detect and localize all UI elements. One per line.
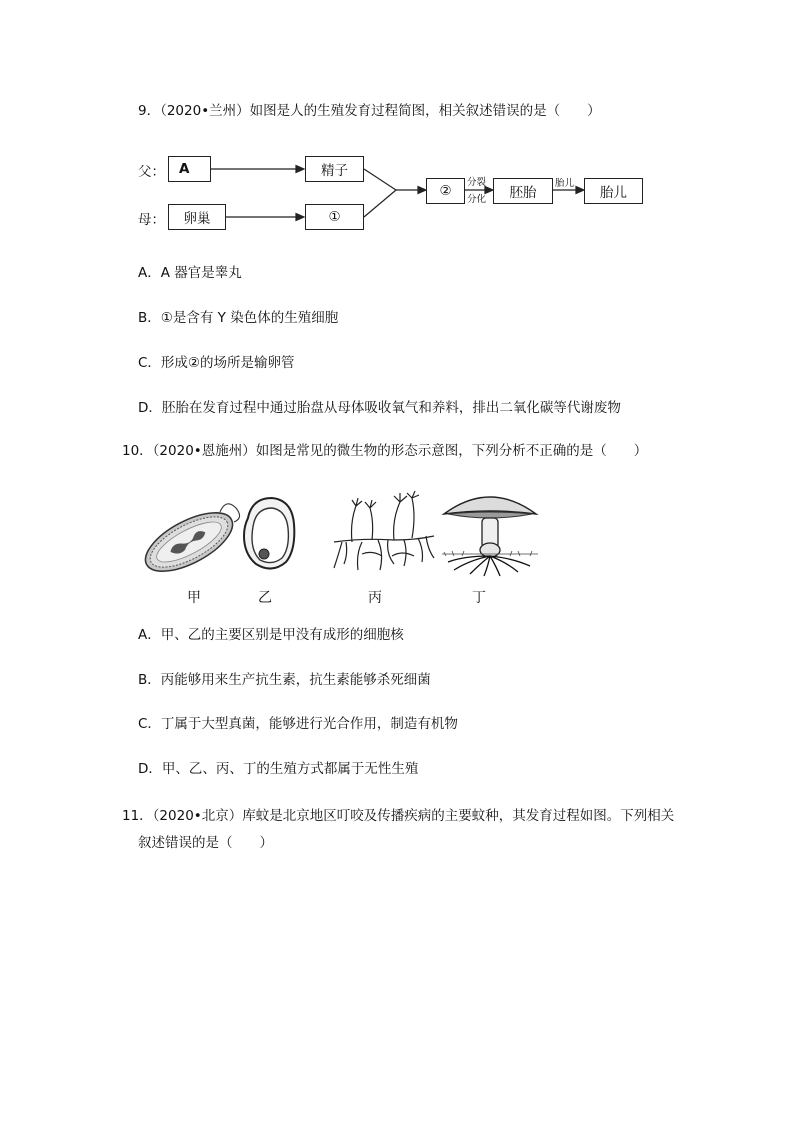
q11-stem-line1: 11．（2020•北京）库蚊是北京地区叮咬及传播疾病的主要蚊种，其发育过程如图。下列相关 — [122, 808, 675, 824]
q9-option-a: A．A 器官是睾丸 — [138, 265, 242, 281]
box-ovary: 卵巢 — [168, 204, 226, 230]
q9-option-d: D．胚胎在发育过程中通过胎盘从母体吸收氧气和养料，排出二氧化碳等代谢废物 — [138, 400, 621, 416]
arrowhead-to-2 — [418, 187, 426, 194]
box-2: ② — [426, 178, 465, 204]
caption-ding: 丁 — [472, 590, 486, 606]
q10-option-d: D．甲、乙、丙、丁的生殖方式都属于无性生殖 — [138, 761, 419, 777]
yeast-illustration — [236, 494, 298, 574]
caption-bing: 丙 — [368, 590, 382, 606]
caption-yi: 乙 — [258, 590, 272, 606]
mold-illustration — [332, 490, 436, 578]
q11-stem-line2: 叙述错误的是（ ） — [138, 835, 273, 851]
converge-bottom — [364, 190, 396, 217]
q10-option-b: B．丙能够用来生产抗生素，抗生素能够杀死细菌 — [138, 672, 431, 688]
q9-option-b: B．①是含有 Y 染色体的生殖细胞 — [138, 310, 339, 326]
q10-stem: 10．（2020•恩施州）如图是常见的微生物的形态示意图，下列分析不正确的是（ ） — [122, 443, 648, 459]
flow-connectors — [0, 0, 794, 260]
q10-option-c: C．丁属于大型真菌，能够进行光合作用，制造有机物 — [138, 716, 458, 732]
mushroom-illustration — [440, 484, 540, 578]
q9-stem: 9．（2020•兰州）如图是人的生殖发育过程简图，相关叙述错误的是（ ） — [138, 103, 601, 119]
father-label: 父： — [138, 164, 165, 180]
label-differentiate: 分化 — [467, 194, 487, 205]
converge-top — [364, 169, 396, 190]
q10-option-a: A．甲、乙的主要区别是甲没有成形的细胞核 — [138, 627, 404, 643]
box-1: ① — [305, 204, 364, 230]
caption-jia: 甲 — [187, 590, 201, 606]
label-arrow-fetus: 胎儿 — [555, 178, 575, 189]
bacterium-illustration — [134, 500, 244, 580]
mother-label: 母： — [138, 212, 165, 228]
arrowhead-ovary-to-1 — [296, 214, 304, 221]
arrowhead-2-to-embryo — [485, 187, 493, 194]
arrowhead-a-to-sperm — [296, 166, 304, 173]
label-divide: 分裂 — [467, 177, 487, 188]
box-sperm: 精子 — [305, 156, 364, 182]
box-fetus: 胎儿 — [584, 178, 643, 204]
box-embryo: 胚胎 — [493, 178, 553, 204]
q9-option-c: C．形成②的场所是输卵管 — [138, 355, 295, 371]
arrowhead-embryo-to-fetus — [576, 187, 584, 194]
box-a: A — [168, 156, 211, 182]
